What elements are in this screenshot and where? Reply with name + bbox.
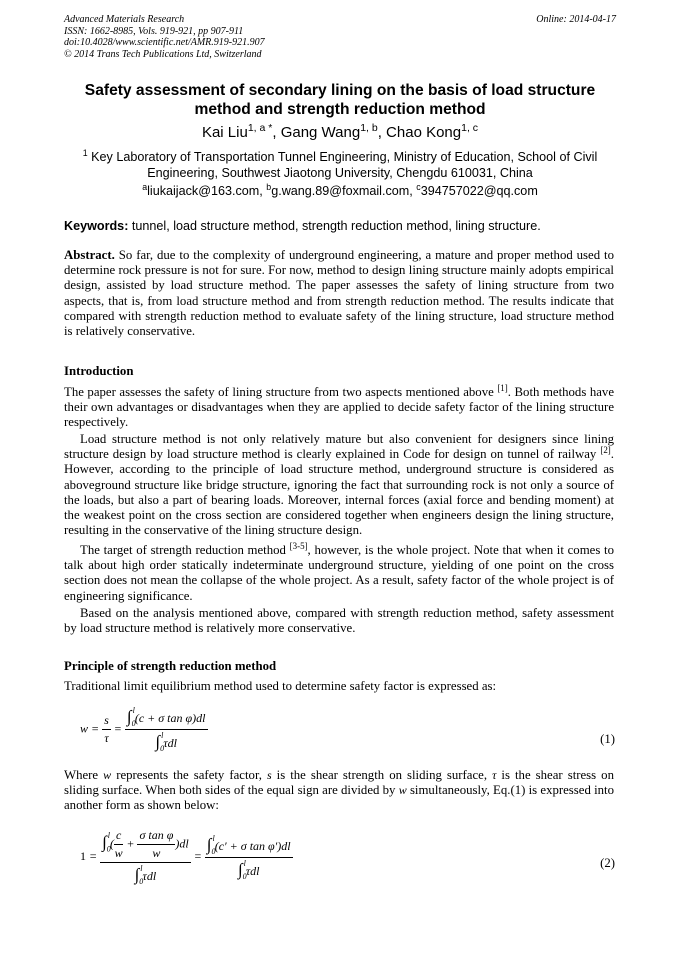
section-heading-principle: Principle of strength reduction method (64, 659, 277, 673)
affiliation-line-1: Key Laboratory of Transportation Tunnel Engineering, Ministry of Education, School of Civil (91, 150, 598, 164)
math-symbol: w (103, 768, 112, 782)
section-heading-introduction: Introduction (64, 364, 134, 378)
paragraph-text: represents the safety factor, (111, 768, 267, 782)
doi-line: doi:10.4028/www.scientific.net/AMR.919-921.907 (64, 37, 265, 48)
math-symbol: τ (492, 768, 497, 782)
author-name: Chao Kong (386, 124, 462, 141)
author-name: Gang Wang (280, 124, 361, 141)
intro-paragraph-1 (64, 385, 614, 431)
keywords (64, 219, 616, 233)
paragraph-text: , however, is the whole project. Note that when it comes to talk about high order statically indeterminate underground structure, yielding of one point on the cross section does not mean the collapse of the whole project. As a result, safety factor of the whole project is of engineering significance. (64, 543, 614, 603)
citation: [3-5] (289, 541, 308, 552)
paragraph-text: The paper assesses the safety of lining structure from two aspects mentioned above (64, 385, 498, 399)
journal-header (64, 14, 616, 60)
email-list (64, 184, 616, 198)
email-address: 394757022@qq.com (420, 184, 538, 198)
equation-number: (1) (600, 732, 615, 746)
copyright-line: © 2014 Trans Tech Publications Ltd, Switzerland (64, 48, 262, 60)
author-sup: 1, a * (247, 122, 273, 135)
abstract-label: Abstract. (64, 248, 115, 262)
email-sup: c (416, 182, 421, 193)
title-line-1: Safety assessment of secondary lining on the basis of load structure (84, 82, 596, 99)
author-list (64, 124, 616, 141)
paragraph-text: Where (64, 768, 104, 782)
title-line-2: method and strength reduction method (194, 100, 486, 118)
paragraph-text: Load structure method is not only relatively mature but also convenient for designers since lining structure design by load structure method is clearly explained in Code for design on tunnel of railway (64, 432, 614, 462)
journal-name: Advanced Materials Research (64, 14, 185, 25)
online-date: Online: 2014-04-17 (536, 14, 616, 25)
intro-paragraph-2 (64, 432, 614, 538)
citation: [1] (497, 383, 508, 394)
email-address: liukaijack@163.com (147, 184, 260, 198)
email-sup: b (266, 182, 272, 193)
paragraph-text: . However, according to the principle of load structure method, underground structure is considered as aboveground structure like bridge structure, ignoring the fact that surrounding rock is not only a source of the loads, but also a part of bearing loads. Moreover, internal forces (axial force and bending moment) at the weakest point on the cross section are considered together when engineers design the lining structure, resulting in the conservative of the lining structure design. (64, 447, 614, 538)
email-address: g.wang.89@foxmail.com (271, 184, 410, 198)
email-sup: a (142, 182, 148, 193)
paper-title (64, 82, 616, 119)
author-sep: , (272, 124, 281, 141)
keywords-text: tunnel, load structure method, strength reduction method, lining structure. (128, 219, 541, 233)
author-sup: 1, c (461, 122, 479, 135)
email-sep: , (259, 184, 267, 198)
affiliation (64, 149, 616, 181)
equation-number: (2) (600, 856, 615, 870)
math-symbol: s (266, 768, 272, 782)
math-symbol: w (398, 783, 407, 798)
principle-paragraph-1: Traditional limit equilibrium method used to determine safety factor is expressed as: (64, 679, 497, 693)
abstract (64, 248, 614, 339)
paragraph-text: simultaneously, Eq.(1) is expressed into another form as shown below: (64, 783, 614, 813)
equation-2: 1 = $\int_0^l$( $\frac{c}{w}$ + $\frac{\text{σ tan φ}}{w}$ )dl $\int_0^l\tau dl$ = $\frac{\int_0^l(c' + \sigma \tan \varphi')dl}{\int_0^l\tau dl}$ (2) (80, 828, 615, 886)
author-sup: 1, b (360, 122, 378, 135)
citation: [2] (600, 445, 611, 456)
intro-paragraph-4: Based on the analysis mentioned above, compared with strength reduction method, safety assessment by load structure method is relatively more conservative. (64, 606, 614, 636)
paragraph-text: The target of strength reduction method (80, 543, 290, 557)
email-sep: , (409, 184, 417, 198)
author-name: Kai Liu (201, 124, 248, 141)
intro-paragraph-3 (64, 543, 614, 604)
where-paragraph (64, 768, 614, 814)
paragraph-text: . Both methods have their own advantages or disadvantages when they are applied to decide safety factor of the lining structure respectively. (64, 385, 615, 430)
author-sep: , (377, 124, 387, 141)
paragraph-text: is the shear stress on sliding surface. When both sides of the equal sign are divided by (64, 768, 614, 798)
equation-1: w = $\frac{s}{\tau}$ = $\frac{\int_0^l(c + \sigma \tan \varphi)dl}{\int_0^l\tau dl}$ (1) (80, 706, 615, 753)
abstract-text: So far, due to the complexity of underground engineering, a mature and proper method used to determine rock pressure is not for sure. For now, method to design lining structure mainly adopts empirical design, assisted by load structure method. The paper assesses the safety of lining structure from two aspects, that is, from load structure method and from strength reduction method. The results indicate that compared with strength reduction method to evaluate safety of the lining structure, load structure method is relatively conservative. (64, 248, 614, 339)
paragraph-text: is the shear strength on sliding surface, (271, 768, 493, 782)
keywords-label: Keywords: (64, 219, 129, 233)
issn-line: ISSN: 1662-8985, Vols. 919-921, pp 907-911 (64, 25, 244, 37)
affiliation-line-2: Engineering, Southwest Jiaotong University, Chengdu 610031, China (147, 166, 533, 180)
affiliation-sup: 1 (82, 148, 88, 159)
